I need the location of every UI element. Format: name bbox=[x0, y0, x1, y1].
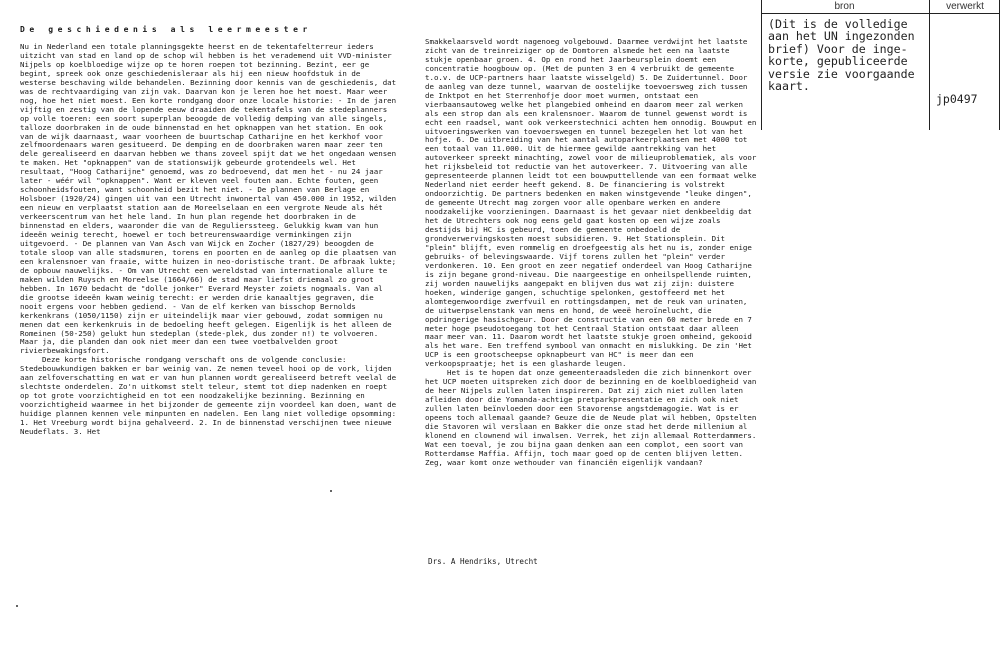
article-column-left bbox=[20, 43, 400, 437]
scan-speck bbox=[16, 605, 18, 607]
article-title: De geschiedenis als leermeester bbox=[20, 25, 312, 34]
paragraph: Smakkelaarsveld wordt nagenoeg volgebouwd. Daarmee verdwijnt het laatste zicht van de treinreiziger op de Domtoren alsmede het een na laatste stukje openbaar groen. 4. Op en rond het Jaarbeursplein doemt een concentratie hoogbouw op. (Met de punten 3 en 4 verbruikt de gemeente t.o.v. de UCP-partners haar laatste wisselgeld) 5. De Zuidertunnel. Door de aanleg van deze tunnel, waarvan de oostelijke toevoersweg zich tussen de Inktpot en het Sterrenhofje door moet wurmen, ontstaat een vierbaansautoweg welke het plangebied omheind en daarom meer zal werken als een strop dan als een kralensnoer. Waarom de tunnel gewenst wordt is echt een raadsel, want ook verkeerstechnici achten hem onnodig. Bouwput en uitvoeringswerken van toevoerswegen en tunnel bezegelen het lot van het hofje. 6. De uitbreiding van het aantal autoparkeerplaatsen met 4000 tot een totaal van 11.000. Uit de hiermee gewilde aantrekking van het autoverkeer spreekt minachting, zowel voor de milieuproblematiek, als voor het rijksbeleid tot reductie van het autoverkeer. 7. Uitvoering van alle gepresenteerde plannen leidt tot een bouwputtellende van een formaat welke Nederland niet eerder heeft gekend. 8. De financiering is volstrekt ondoorzichtig. De partners bedenken en maken winstgevende "leuke dingen", de gemeente Utrecht mag zorgen voor alle openbare werken en andere noodzakelijke voorzieningen. Daarnaast is het gevaar niet denkbeeldig dat het de Utrechters ook nog eens geld gaat kosten op een wijze zoals destijds bij HC is gebeurd, toen de gemeente onbedoeld de grondverwervingskosten moest subsidieren. 9. Het Stationsplein. Dit "plein" blijft, even rommelig en droefgeestig als het nu is, zonder enige gebruiks- of belevingswaarde. Vijf torens zullen het "plein" verder verdonkeren. 10. Een groot en zeer negatief onderdeel van Hoog Catharijne is zijn begane grond-niveau. Die naargeestige en onheilspellende ruimten, zij worden nauwelijks aangepakt en blijven dus wat zij zijn: duistere hoeken, winderige gangen, schuchtige spelonken, gestoffeerd met het alomtegenwoordige zwerfvuil en rottingsdampen, met de reuk van urinaten, de uitwerpselenstank van mens en hond, de weeë heroïnelucht, die opdringerige hasischgeur. Door de constructie van een 60 meter brede en 7 meter hoge pseudotoegang tot het Centraal Station ontstaat daar alleen maar meer van. 11. Daarom wordt het laatste stukje groen omheind, gekooid als het ware. Een treffend symbool van onmacht en mislukking. De zin 'Het UCP is een grootscheepse opknapbeurt van HC" is meer dan een verkoopspraatje; het is een glasharde leugen. bbox=[425, 37, 757, 369]
article-column-right bbox=[425, 38, 760, 468]
paragraph: Deze korte historische rondgang verschaft ons de volgende conclusie: Stedebouwkundigen bakken er bar weinig van. Ze nemen teveel hooi op de vork, lijden aan zelfoverschatting en wat er van hun plannen wordt gerealiseerd betreft veelal de slechtste onderdelen. Zo'n uitkomst stelt teleur, stemt tot diep nadenken en roept op tot grote voorzichtigheid en tot een noodzakelijke bezinning. Bezinning en voorzichtigheid waarmee in het bijzonder de gemeente zijn voordeel kan doen, want de huidige plannen kennen vele minpunten en nadelen. Een lang niet volledige opsomming: 1. Het Vreeburg wordt bijna gehalveerd. 2. In de binnenstad verschijnen twee nieuwe Neudeflats. 3. Het bbox=[20, 355, 397, 436]
box-border-left bbox=[761, 0, 762, 130]
author-signature: Drs. A Hendriks, Utrecht bbox=[428, 557, 538, 566]
scan-speck bbox=[330, 490, 332, 492]
box-divider bbox=[929, 0, 930, 130]
archive-code: jp0497 bbox=[936, 92, 978, 106]
paragraph: Nu in Nederland een totale planningsgekte heerst en de tekentafelterreur ieders uitzicht van stad en land op de schop wil hebben is het verademend uit VVD-minister Nijpels op koelbloedige wijze op te horen roepen tot bezinning. Bezint, eer ge begint, spreek ook onze geschiedenisleraar als hij een nieuw hoofdstuk in de westerse beschaving wilde behandelen. Bezinning door kennis van de geschiedenis, dat was de rechtvaardiging van zijn vak. Daarvan kon je leren hoe het moest. Maar weer nog, hoe het niet moest. Een korte rondgang door onze locale historie: - In de jaren vijftig en zestig van de lopende eeuw draaiden de tekentafels van de stedeplanners op volle toeren: een soort superplan beoogde de volledig demping van alle singels, talloze doorbraken in de oude binnenstad en het opknappen van het station. En ook van de wijk daarnaast, waar voorheen de buurtschap Catharijne en het kerkhof voor zelfmoordenaars waren gesitueerd. De demping en de doorbraken waren maar zeer ten dele gerealiseerd en daarvan hebben we thans zoveel spijt dat we het ongedaan wensen te maken. Het "opknappen" van de stationswijk gebeurde grotendeels wel. Het resultaat, "Hoog Catharijne" genoemd, was zo bedroevend, dat men het - nu 24 jaar later - wéér wil "opknappen". Want er kleven veel fouten aan. Echte fouten, geen schoonheidsfouten, want schoonheid bezit het niet. - De plannen van Berlage en Holsboer (1920/24) gingen uit van een Utrecht inwonertal van 450.000 in 1952, wilden een nieuw en verplaatst station aan de Moreelselaan en een vergrote Neude als hét verkeerscentrum van het hele land. In hun plan regende het doorbraken in de binnenstad en elders, waaronder die van de Regulierssteeg. Gelukkig kwam van hun ideeën weinig terecht, hoewel er toch betreurenswaardige verminkingen zijn uitgevoerd. - De plannen van Van Asch van Wijck en Zocher (1827/29) beoogden de totale sloop van alle stadsmuren, torens en poorten en de aanleg op die plaatsen van een kralensnoer van fraaie, witte huizen in neo-doristische trant. De afbraak lukte; de opbouw nauwelijks. - Om van Utrecht een wereldstad van internationale allure te maken wilden Ruysch en Moreelse (1664/66) de stad maar liefst driemaal zo groot hebben. In 1670 bedacht de "dolle jonker" Everard Meyster zoiets nogmaals. Van al die grootse ideeën kwam weinig terecht: er werden drie kanaaltjes gegraven, die nooit ergens voor hebben gediend. - Van de elf kerken van bisschop Bernolds kerkenkrans (1050/1150) zijn er uiteindelijk maar vier gebouwd, zodat sommigen nu menen dat een kerkenkruis in de bedoeling heeft gelegen. Eigenlijk is het alleen de Romeinen (50-250) gelukt hun stedeplan (stede-plek, dus zonder n!) te volvoeren. Maar ja, die planden dan ook niet meer dan een twee voetbalvelden groot rivierbewakingsfort. bbox=[20, 42, 397, 356]
box-header-rule bbox=[761, 13, 1000, 14]
archive-label-box bbox=[760, 0, 1000, 130]
bron-header: bron bbox=[834, 1, 855, 12]
typed-note: (Dit is de volledige aan het UN ingezonden brief) Voor de inge- korte, gepubliceerde versie zie voorgaande kaart. bbox=[768, 17, 915, 94]
paragraph: Het is te hopen dat onze gemeenteraadsleden die zich binnenkort over het UCP moeten uitspreken zich door de bezinning en de koelbloedigheid van de heer Nijpels zullen laten inspireren. Dat zij zich niet zullen laten afleiden door die Yomanda-achtige pretparkpresentatie en zich ook niet zullen laten beïnvloeden door een Stavorense angstdemagogie. Wat is er opeens toch allemaal gaande? Geuze die de Neude plat wil hebben, Opstelten die Stavoren wil verslaan en Bakker die onze stad het derde millenium al klonend en clownend wil inwalsen. Verrek, het zijn allemaal Rotterdammers. Wat een toeval, je zou bijna gaan denken aan een complot, een soort van Rotterdamse Maffia. Affijn, toch maar goed op de centen blijven letten. Zeg, waar komt onze wethouder van financiën eigenlijk vandaan? bbox=[425, 368, 757, 467]
verwerkt-header: verwerkt bbox=[946, 1, 984, 12]
